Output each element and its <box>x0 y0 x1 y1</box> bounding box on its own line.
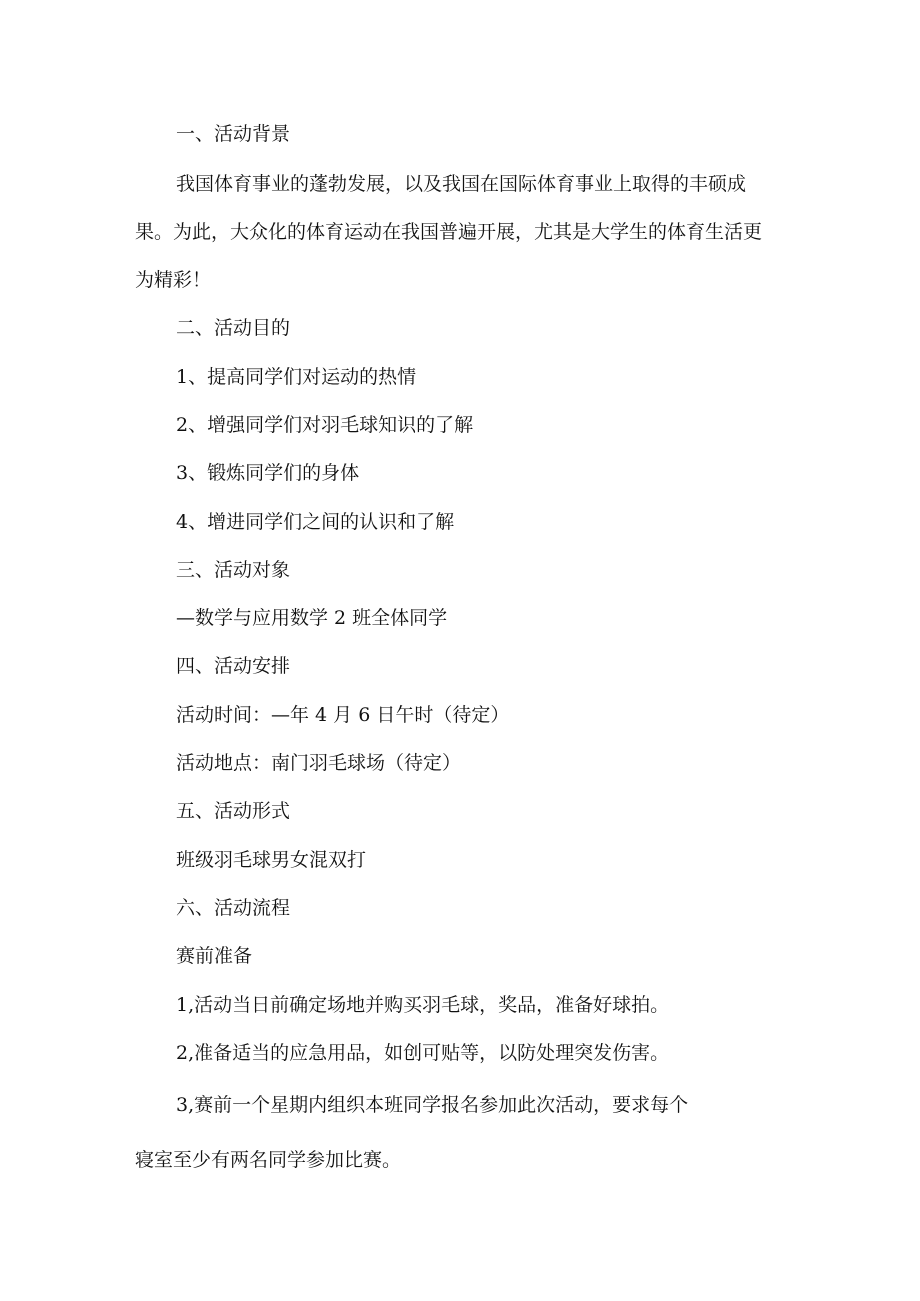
form-text: 班级羽毛球男女混双打 <box>176 849 367 871</box>
section-heading-process: 六、活动流程 <box>176 897 291 919</box>
process-step-2: 2,准备适当的应急用品，如创可贴等，以防处理突发伤害。 <box>176 1042 670 1064</box>
process-step-1: 1,活动当日前确定场地并购买羽毛球，奖品，准备好球拍。 <box>176 994 670 1016</box>
section-heading-form: 五、活动形式 <box>176 800 291 822</box>
target-text: —数学与应用数学 2 班全体同学 <box>176 607 448 629</box>
arrangement-time: 活动时间：—年 4 月 6 日午时（待定） <box>176 704 510 726</box>
purpose-item-4: 4、增进同学们之间的认识和了解 <box>176 511 455 533</box>
purpose-item-2: 2、增强同学们对羽毛球知识的了解 <box>176 414 474 436</box>
section-heading-background: 一、活动背景 <box>176 123 291 145</box>
background-paragraph-line-2: 果。为此，大众化的体育运动在我国普遍开展，尤其是大学生的体育生活更 <box>135 221 763 243</box>
purpose-item-1: 1、提高同学们对运动的热情 <box>176 366 417 388</box>
section-heading-arrangement: 四、活动安排 <box>176 655 291 677</box>
process-step-3-continuation: 寝室至少有两名同学参加比赛。 <box>135 1149 402 1171</box>
section-heading-target: 三、活动对象 <box>176 559 291 581</box>
background-paragraph-line-1: 我国体育事业的蓬勃发展，以及我国在国际体育事业上取得的丰硕成 <box>176 173 747 195</box>
process-subheading: 赛前准备 <box>176 945 253 967</box>
section-heading-purpose: 二、活动目的 <box>176 317 291 339</box>
purpose-item-3: 3、锻炼同学们的身体 <box>176 462 360 484</box>
background-paragraph-line-3: 为精彩！ <box>135 269 212 291</box>
arrangement-place: 活动地点：南门羽毛球场（待定） <box>176 752 462 774</box>
process-step-3: 3,赛前一个星期内组织本班同学报名参加此次活动，要求每个 <box>176 1094 689 1116</box>
